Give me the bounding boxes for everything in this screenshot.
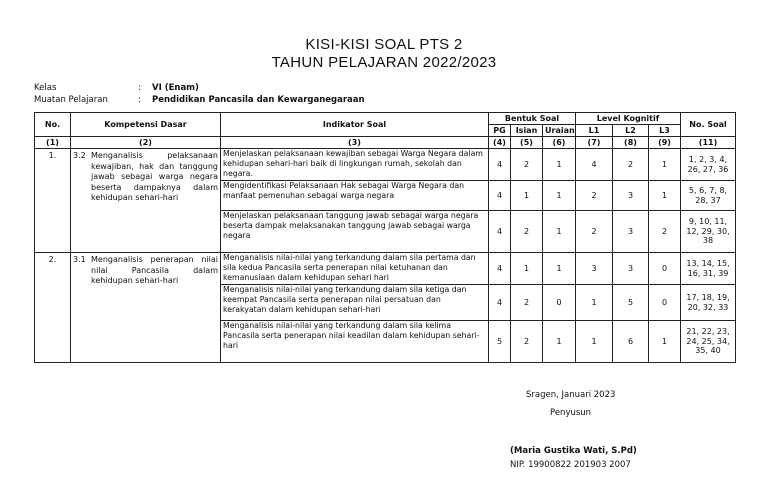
indikator-cell: Menganalisis nilai-nilai yang terkandung dalam sila ketiga dan keempat Pancasila serta penerapan nilai persatuan dan kerakyatan dalam kehidupan sehari-hari [221, 285, 489, 321]
col-index: (7) [576, 137, 613, 149]
signer-name: (Maria Gustika Wati, S.Pd) [510, 446, 637, 456]
document-title: KISI-KISI SOAL PTS 2 [305, 36, 463, 53]
l2-count: 5 [613, 285, 649, 321]
col-index: (1) [35, 137, 71, 149]
header-isian: Isian [511, 125, 543, 137]
header-no: No. [35, 113, 71, 137]
kompetensi-dasar-cell [71, 149, 221, 253]
isian-count: 2 [511, 211, 543, 253]
signer-nip: NIP. 19900822 201903 2007 [510, 460, 631, 470]
uraian-count: 1 [543, 253, 576, 285]
l2-count: 3 [613, 211, 649, 253]
table-row [35, 253, 736, 285]
uraian-count: 1 [543, 321, 576, 363]
l2-count: 3 [613, 253, 649, 285]
kd-code: 3.1 [73, 255, 86, 264]
indikator-cell: Mengidentifikasi Pelaksanaan Hak sebagai Warga Negara dan manfaat pemenuhan sebagai warga negara [221, 181, 489, 211]
l3-count: 2 [649, 211, 681, 253]
l3-count: 1 [649, 149, 681, 181]
kompetensi-dasar-cell [71, 253, 221, 363]
colon: : [138, 83, 141, 93]
colon: : [138, 95, 141, 105]
isian-count: 1 [511, 253, 543, 285]
kd-code: 3.2 [73, 151, 86, 160]
pg-count: 4 [489, 181, 511, 211]
pg-count: 4 [489, 285, 511, 321]
pg-count: 4 [489, 253, 511, 285]
l1-count: 4 [576, 149, 613, 181]
no-soal-cell: 17, 18, 19, 20, 32, 33 [681, 285, 736, 321]
l1-count: 1 [576, 285, 613, 321]
isian-count: 2 [511, 285, 543, 321]
l3-count: 1 [649, 181, 681, 211]
col-index: (8) [613, 137, 649, 149]
isian-count: 2 [511, 149, 543, 181]
l2-count: 3 [613, 181, 649, 211]
header-pg: PG [489, 125, 511, 137]
col-index: (5) [511, 137, 543, 149]
uraian-count: 0 [543, 285, 576, 321]
table-row [35, 149, 736, 181]
l1-count: 2 [576, 181, 613, 211]
kelas-value: VI (Enam) [152, 83, 199, 93]
row-number: 1. [35, 149, 71, 253]
l1-count: 1 [576, 321, 613, 363]
uraian-count: 1 [543, 211, 576, 253]
pg-count: 4 [489, 149, 511, 181]
kelas-label: Kelas [34, 83, 57, 93]
row-number: 2. [35, 253, 71, 363]
mapel-line [34, 94, 365, 106]
no-soal-cell: 21, 22, 23, 24, 25, 34, 35, 40 [681, 321, 736, 363]
kd-text: Menganalisis penerapan nilai nilai Pancasila dalam kehidupan sehari-hari [91, 255, 218, 285]
header-kompetensi-dasar: Kompetensi Dasar [71, 113, 221, 137]
uraian-count: 1 [543, 181, 576, 211]
l1-count: 2 [576, 211, 613, 253]
kelas-line [34, 82, 199, 94]
pg-count: 4 [489, 211, 511, 253]
pg-count: 5 [489, 321, 511, 363]
mapel-value: Pendidikan Pancasila dan Kewarganegaraan [152, 95, 365, 105]
header-bentuk-soal: Bentuk Soal [489, 113, 576, 125]
kisi-kisi-table [34, 112, 736, 363]
col-index: (4) [489, 137, 511, 149]
signer-role: Penyusun [550, 408, 592, 418]
col-index: (9) [649, 137, 681, 149]
header-uraian: Uraian [543, 125, 576, 137]
l3-count: 0 [649, 285, 681, 321]
l2-count: 2 [613, 149, 649, 181]
header-l2: L2 [613, 125, 649, 137]
uraian-count: 1 [543, 149, 576, 181]
l2-count: 6 [613, 321, 649, 363]
header-indikator-soal: Indikator Soal [221, 113, 489, 137]
kd-text: Menganalisis pelaksanaan kewajiban, hak dan tanggung jawab sebagai warga negara beserta dampaknya dalam kehidupan sehari-hari [91, 151, 218, 202]
indikator-cell: Menjelaskan pelaksanaan kewajiban sebagai Warga Negara dalam kehidupan sehari-hari baik di lingkungan rumah, sekolah dan negara. [221, 149, 489, 181]
no-soal-cell: 5, 6, 7, 8, 28, 37 [681, 181, 736, 211]
indikator-cell: Menganalisis nilai-nilai yang terkandung dalam sila kelima Pancasila serta penerapan nilai keadilan dalam kehidupan sehari-hari [221, 321, 489, 363]
header-l3: L3 [649, 125, 681, 137]
no-soal-cell: 9, 10, 11, 12, 29, 30, 38 [681, 211, 736, 253]
col-index: (11) [681, 137, 736, 149]
no-soal-cell: 1, 2, 3, 4, 26, 27, 36 [681, 149, 736, 181]
indikator-cell: Menjelaskan pelaksanaan tanggung jawab sebagai warga negara beserta dampak melaksanakan tanggung jawab sebagai warga negara [221, 211, 489, 253]
header-l1: L1 [576, 125, 613, 137]
isian-count: 2 [511, 321, 543, 363]
document-subtitle: TAHUN PELAJARAN 2022/2023 [271, 54, 497, 71]
indikator-cell: Menganalisis nilai-nilai yang terkandung dalam sila pertama dan sila kedua Pancasila serta penerapan nilai ketuhanan dan kemanusiaan dalam kehidupan sehari hari [221, 253, 489, 285]
place-date: Sragen, Januari 2023 [526, 390, 616, 400]
col-index: (2) [71, 137, 221, 149]
mapel-label: Muatan Pelajaran [34, 95, 108, 105]
isian-count: 1 [511, 181, 543, 211]
no-soal-cell: 13, 14, 15, 16, 31, 39 [681, 253, 736, 285]
header-no-soal: No. Soal [681, 113, 736, 137]
header-level-kognitif: Level Kognitif [576, 113, 681, 125]
l1-count: 3 [576, 253, 613, 285]
col-index: (3) [221, 137, 489, 149]
l3-count: 1 [649, 321, 681, 363]
l3-count: 0 [649, 253, 681, 285]
column-index-row [35, 137, 736, 149]
col-index: (6) [543, 137, 576, 149]
